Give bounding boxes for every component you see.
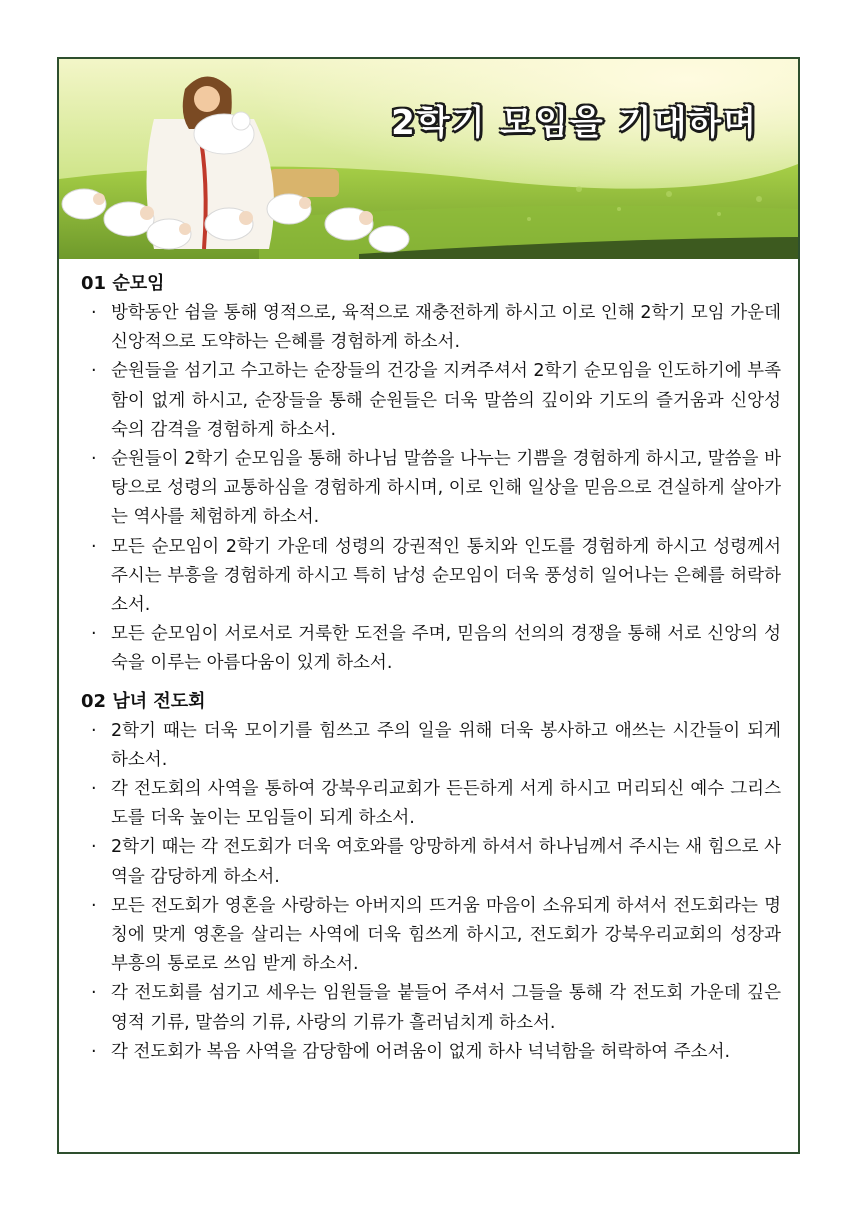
list-item — [81, 892, 781, 980]
list-item-text: 2학기 때는 더욱 모이기를 힘쓰고 주의 일을 위해 더욱 봉사하고 애쓰는 시간들이 되게 하소서. — [111, 720, 781, 770]
section-jeondohoe — [81, 689, 781, 1067]
list-item-text: 각 전도회를 섬기고 세우는 임원들을 붙들어 주셔서 그들을 통해 각 전도회 가운데 깊은 영적 기류, 말씀의 기류, 사랑의 기류가 흘러넘치게 하소서. — [111, 983, 781, 1033]
list-item — [81, 979, 781, 1037]
list-item — [81, 833, 781, 891]
list-item — [81, 445, 781, 533]
list-item — [81, 299, 781, 357]
list-item — [81, 533, 781, 621]
list-item-text: 모든 순모임이 서로서로 거룩한 도전을 주며, 믿음의 선의의 경쟁을 통해 서로 신앙의 성숙을 이루는 아름다움이 있게 하소서. — [111, 624, 781, 674]
list-item — [81, 1038, 781, 1067]
section-heading — [81, 271, 781, 297]
list-item-text: 각 전도회의 사역을 통하여 강북우리교회가 든든하게 서게 하시고 머리되신 예수 그리스도를 더욱 높이는 모임들이 되게 하소서. — [111, 779, 781, 829]
list-item-text: 2학기 때는 각 전도회가 더욱 여호와를 앙망하게 하셔서 하나님께서 주시는 새 힘으로 사역을 감당하게 하소서. — [111, 837, 781, 887]
prayer-list — [81, 299, 781, 679]
bullet-icon: · — [91, 449, 97, 470]
list-item-text: 순원들을 섬기고 수고하는 순장들의 건강을 지켜주셔서 2학기 순모임을 인도하기에 부족함이 없게 하시고, 순장들을 통해 순원들은 더욱 말씀의 깊이와 기도의 즐거움과 신앙성숙의 감격을 경험하게 하소서. — [111, 361, 781, 440]
prayer-list — [81, 717, 781, 1067]
bullet-icon: · — [91, 361, 97, 382]
list-item-text: 모든 순모임이 2학기 가운데 성령의 강권적인 통치와 인도를 경험하게 하시고 성령께서 주시는 부흥을 경험하게 하시고 특히 남성 순모임이 더욱 풍성히 일어나는 은혜를 허락하소서. — [111, 536, 781, 616]
list-item — [81, 775, 781, 833]
prayer-content — [81, 271, 781, 1077]
bullet-icon: · — [91, 779, 97, 800]
list-item — [81, 357, 781, 445]
list-item — [81, 717, 781, 775]
list-item-text: 순원들이 2학기 순모임을 통해 하나님 말씀을 나누는 기쁨을 경험하게 하시고, 말씀을 바탕으로 성령의 교통하심을 경험하게 하시며, 이로 인해 일상을 믿음으로 견실하게 살아가는 역사를 체험하게 하소서. — [111, 449, 781, 528]
list-item-text: 방학동안 쉼을 통해 영적으로, 육적으로 재충전하게 하시고 이로 인해 2학기 모임 가운데 신앙적으로 도약하는 은혜를 경험하게 하소서. — [111, 303, 781, 353]
section-number: 02 — [81, 690, 107, 712]
section-number: 01 — [81, 273, 107, 294]
bullet-icon: · — [91, 536, 97, 557]
list-item-text: 모든 전도회가 영혼을 사랑하는 아버지의 뜨거움 마음이 소유되게 하셔서 전도회라는 명칭에 맞게 영혼을 살리는 사역에 더욱 힘쓰게 하시고, 전도회가 강북우리교회의 성장과 부흥의 통로로 쓰임 받게 하소서. — [111, 895, 781, 975]
page-title: 2학기 모임을 기대하며 — [391, 103, 758, 143]
page-frame — [57, 57, 800, 1154]
section-heading — [81, 689, 781, 715]
header-banner — [59, 59, 798, 259]
bullet-icon: · — [91, 1041, 97, 1062]
jesus-with-lambs-illustration — [59, 59, 798, 259]
section-soonmoim — [81, 271, 781, 679]
bullet-icon: · — [91, 895, 97, 916]
section-title: 순모임 — [112, 273, 165, 294]
bullet-icon: · — [91, 837, 97, 858]
bullet-icon: · — [91, 720, 97, 741]
bullet-icon: · — [91, 624, 97, 645]
bullet-icon: · — [91, 983, 97, 1004]
bullet-icon: · — [91, 303, 97, 323]
section-title: 남녀 전도회 — [112, 690, 206, 712]
list-item-text: 각 전도회가 복음 사역을 감당함에 어려움이 없게 하사 넉넉함을 허락하여 주소서. — [111, 1041, 731, 1062]
list-item — [81, 620, 781, 678]
